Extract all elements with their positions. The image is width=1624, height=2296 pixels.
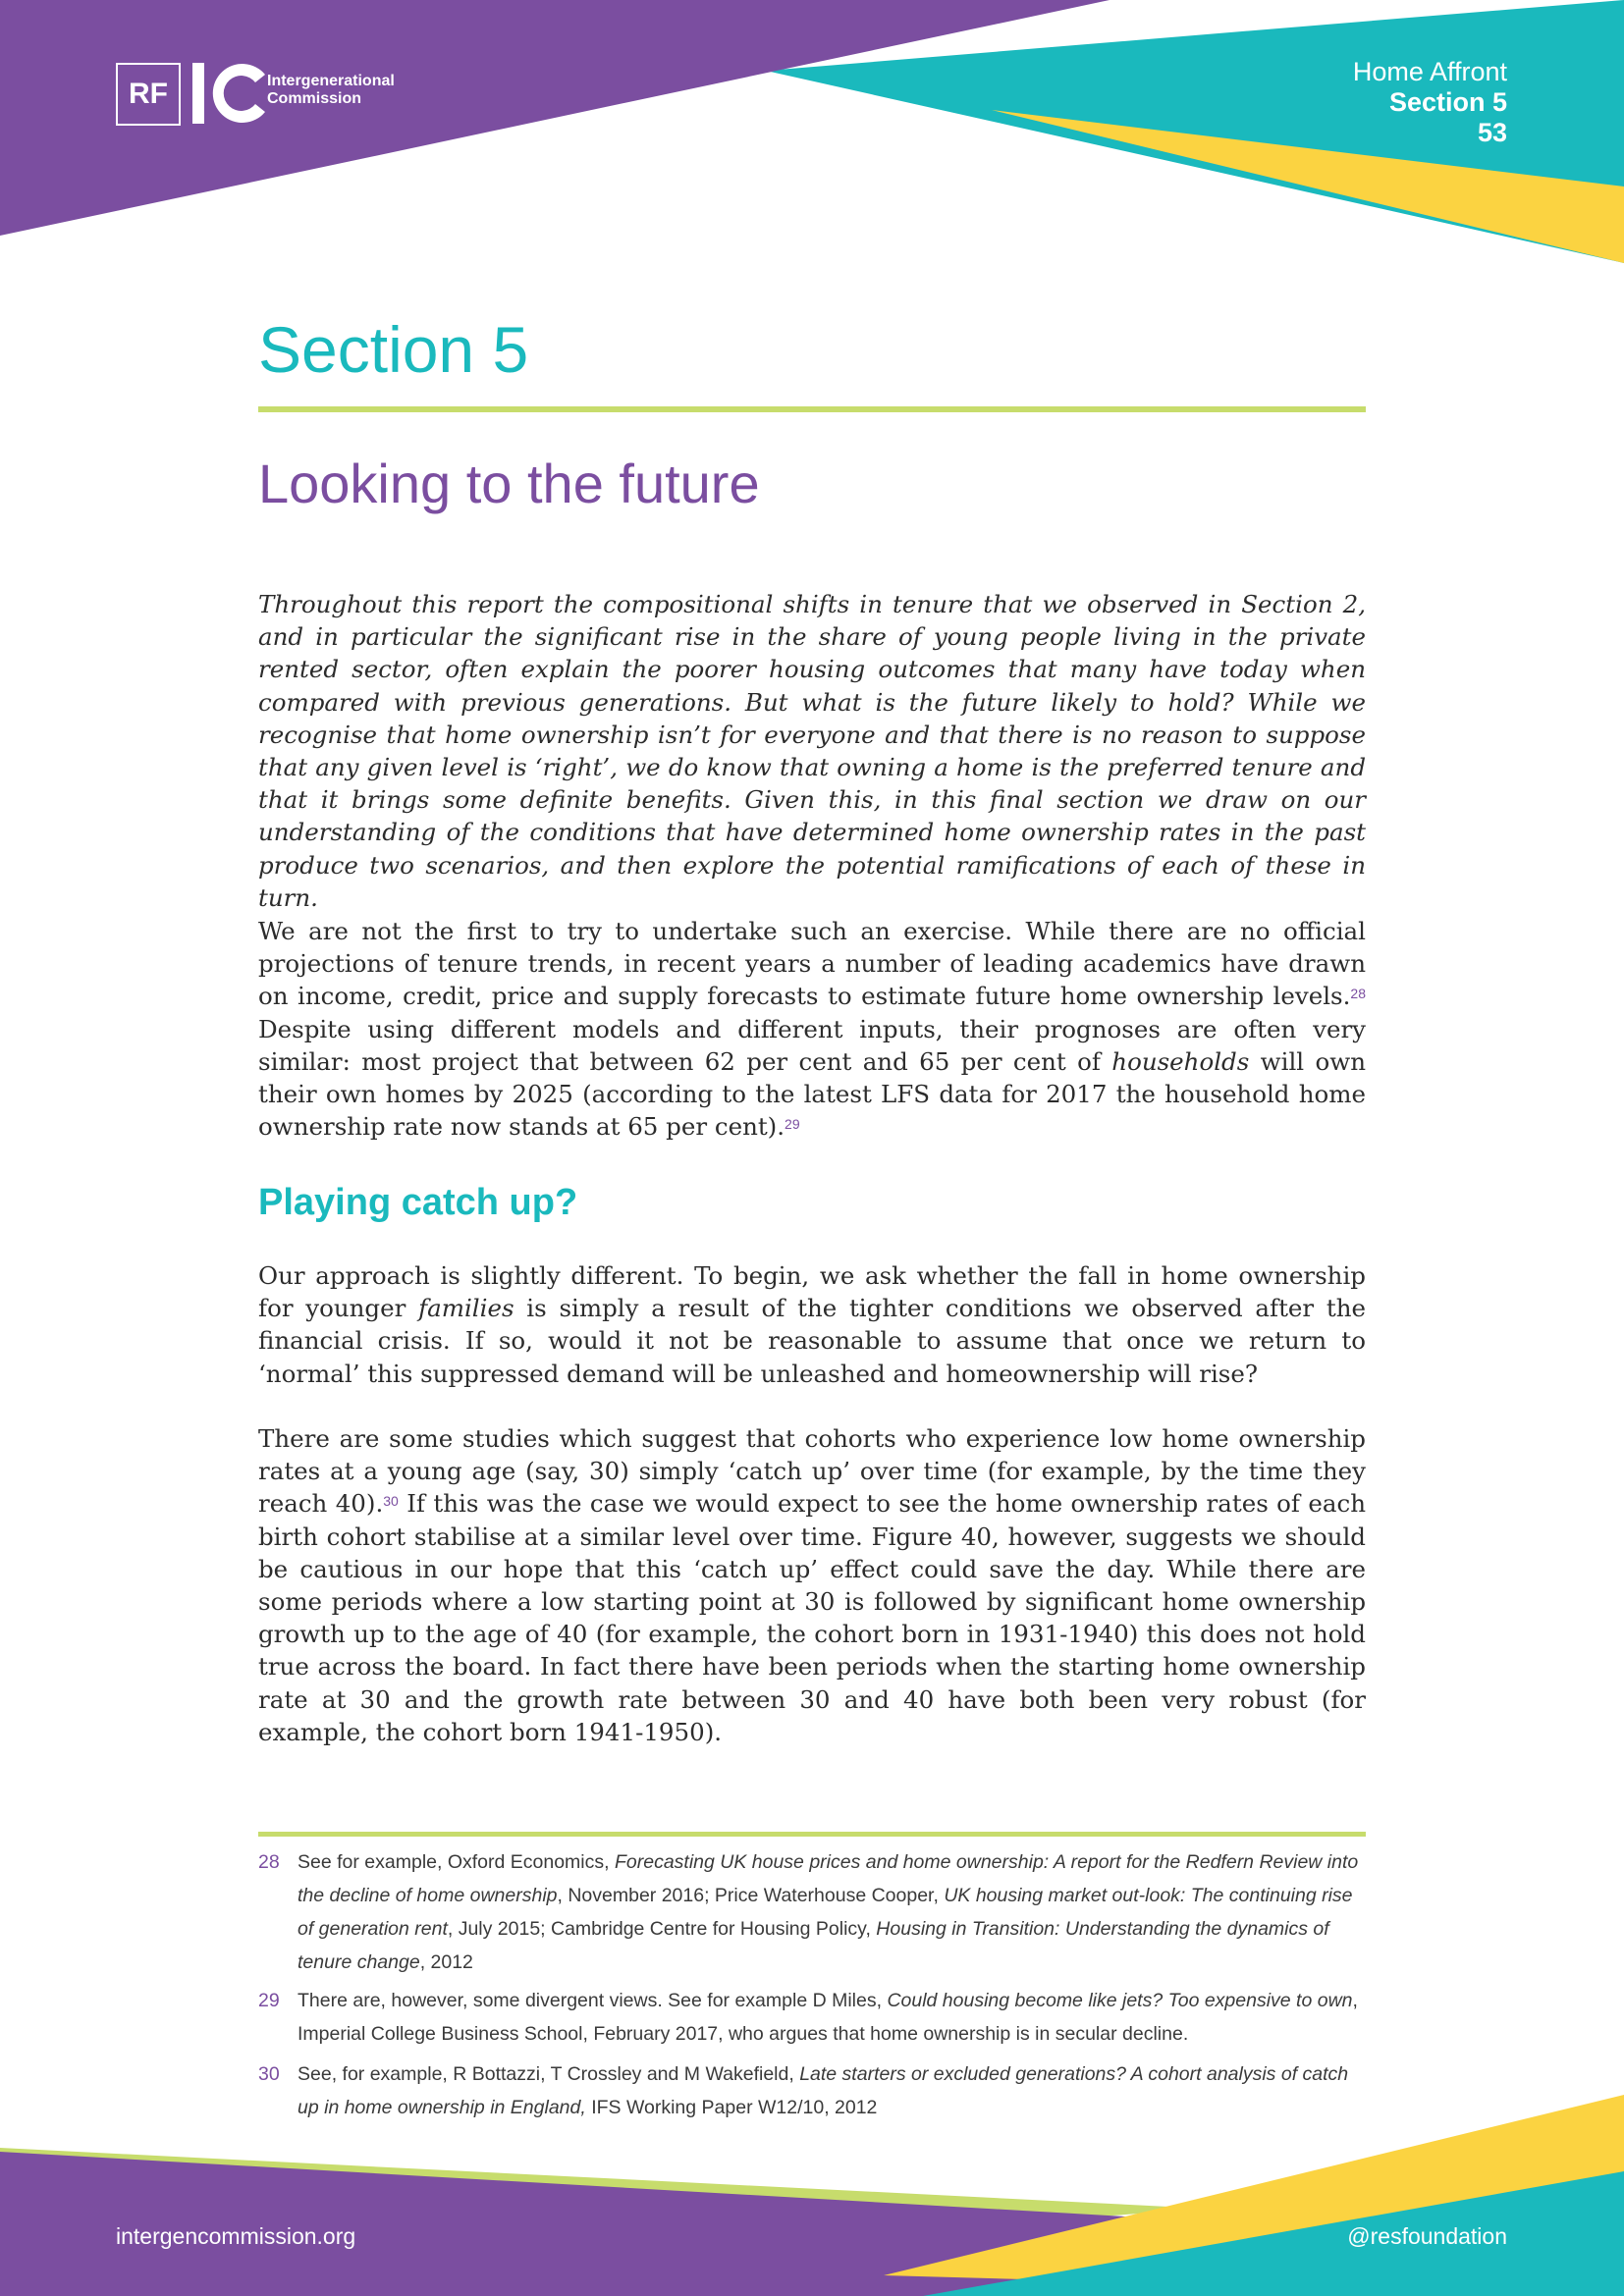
intro-paragraph: Throughout this report the compositional shifts in tenure that we observed in Section 2, and in particular the significant rise in the share of young people living in the private rented sector, often explain the poorer housing outcomes that many have today when compared with previous generations. But what is the future likely to hold? While we recognise that home ownership isn’t for everyone and that there is no reason to suppose that any given level is ‘right’, we do know that owning a home is the preferred tenure and that it brings some definite benefits. Given this, in this final section we draw on our understanding of the conditions that have determined home ownership rates in the past produce two scenarios, and then explore the potential ramifications of each of these in turn. xyxy=(258,590,1366,912)
website-link[interactable]: intergencommission.org xyxy=(116,2223,356,2249)
footnote-segment: , Imperial College Business School, February 2017, who argues that home ownership is in secular decline. xyxy=(298,1990,1358,2045)
footnote-ref-29[interactable]: 29 xyxy=(785,1116,800,1133)
footnote-text xyxy=(298,2057,1366,2124)
footnotes-divider xyxy=(258,1832,1366,1837)
section-label: Section 5 xyxy=(258,313,529,386)
rf-logo: RF xyxy=(116,63,181,126)
footnote-title: Forecasting UK house prices and home ownership: A report for the Redfern Review into the decline of home ownership xyxy=(298,1851,1359,1906)
footnote-title: Late starters or excluded generations? A cohort analysis of catch up in home ownership in England, xyxy=(298,2063,1349,2118)
footnote-number: 28 xyxy=(258,1851,280,1873)
footnote-text xyxy=(298,1984,1366,2051)
footnote-title: Housing in Transition: Understanding the dynamics of tenure change xyxy=(298,1918,1329,1973)
footnote-ref-30[interactable]: 30 xyxy=(383,1493,399,1510)
footnote-segment: IFS Working Paper W12/10, 2012 xyxy=(585,2097,878,2118)
footnote-text xyxy=(298,1845,1366,1979)
footnote-segment: See for example, Oxford Economics, xyxy=(298,1851,615,1873)
running-header xyxy=(1353,57,1507,148)
logo-line-1: Intergenerational xyxy=(267,73,395,89)
footnote-segment: There are, however, some divergent views. See for example D Miles, xyxy=(298,1990,888,2011)
footnote-segment: See, for example, R Bottazzi, T Crossley and M Wakefield, xyxy=(298,2063,800,2085)
twitter-handle[interactable]: @resfoundation xyxy=(1347,2223,1507,2249)
subheading: Playing catch up? xyxy=(258,1182,578,1223)
body-paragraph-2: Our approach is slightly different. To begin, we ask whether the fall in home ownership for younger families is simply a result of the tighter conditions we observed after the financial crisis. If so, would it not be reasonable to assume that once we return to ‘normal’ this suppressed demand will be unleashed and homeownership will rise? xyxy=(258,1261,1366,1388)
page-title: Looking to the future xyxy=(258,453,760,514)
logo-line-2: Commission xyxy=(267,90,362,107)
footnote-29 xyxy=(258,1984,1366,2051)
footnote-28 xyxy=(258,1845,1366,1979)
footnote-segment: , 2012 xyxy=(419,1951,473,1973)
page-number: 53 xyxy=(1477,118,1507,147)
footnote-title: UK housing market out-look: The continuing rise of generation rent xyxy=(298,1885,1353,1940)
body-paragraph-1: We are not the first to try to undertake such an exercise. While there are no official projections of tenure trends, in recent years a number of leading academics have drawn on income, credit, price and supply forecasts to estimate future home ownership levels.$^{28}$ Despite using different models and different inputs, their prognoses are often very similar: most project that between 62 per cent and 65 per cent of households will own their own homes by 2025 (according to the latest LFS data for 2017 the household home ownership rate now stands at 65 per cent).$^{29}$ xyxy=(258,917,1367,1142)
header-section: Section 5 xyxy=(1388,87,1507,117)
footnote-segment: , November 2016; Price Waterhouse Cooper, xyxy=(557,1885,945,1906)
section-divider xyxy=(258,406,1366,412)
footnote-ref-28[interactable]: 28 xyxy=(1350,986,1366,1002)
footnote-segment: , July 2015; Cambridge Centre for Housing Policy, xyxy=(447,1918,877,1940)
report-title: Home Affront xyxy=(1352,57,1507,86)
footnote-number: 29 xyxy=(258,1990,280,2011)
footnote-number: 30 xyxy=(258,2063,280,2085)
footnote-title: Could housing become like jets? Too expensive to own xyxy=(887,1990,1353,2011)
body-paragraph-3: There are some studies which suggest that cohorts who experience low home ownership rates at a young age (say, 30) simply ‘catch up’ over time (for example, by the time they reach 40).$^{30}$ If this was the case we would expect to see the home ownership rates of each birth cohort stabilise at a similar level over time. Figure 40, however, suggests we should be cautious in our hope that this ‘catch up’ effect could save the day. While there are some periods where a low starting point at 30 is followed by significant home ownership growth up to the age of 40 (for example, the cohort born in 1931-1940) this does not hold true across the board. In fact there have been periods when the starting home ownership rate at 30 and the growth rate between 30 and 40 have both been very robust (for example, the cohort born 1941-1950). xyxy=(258,1424,1366,1746)
logo-wordmark xyxy=(267,73,395,108)
footnote-30 xyxy=(258,2057,1366,2124)
